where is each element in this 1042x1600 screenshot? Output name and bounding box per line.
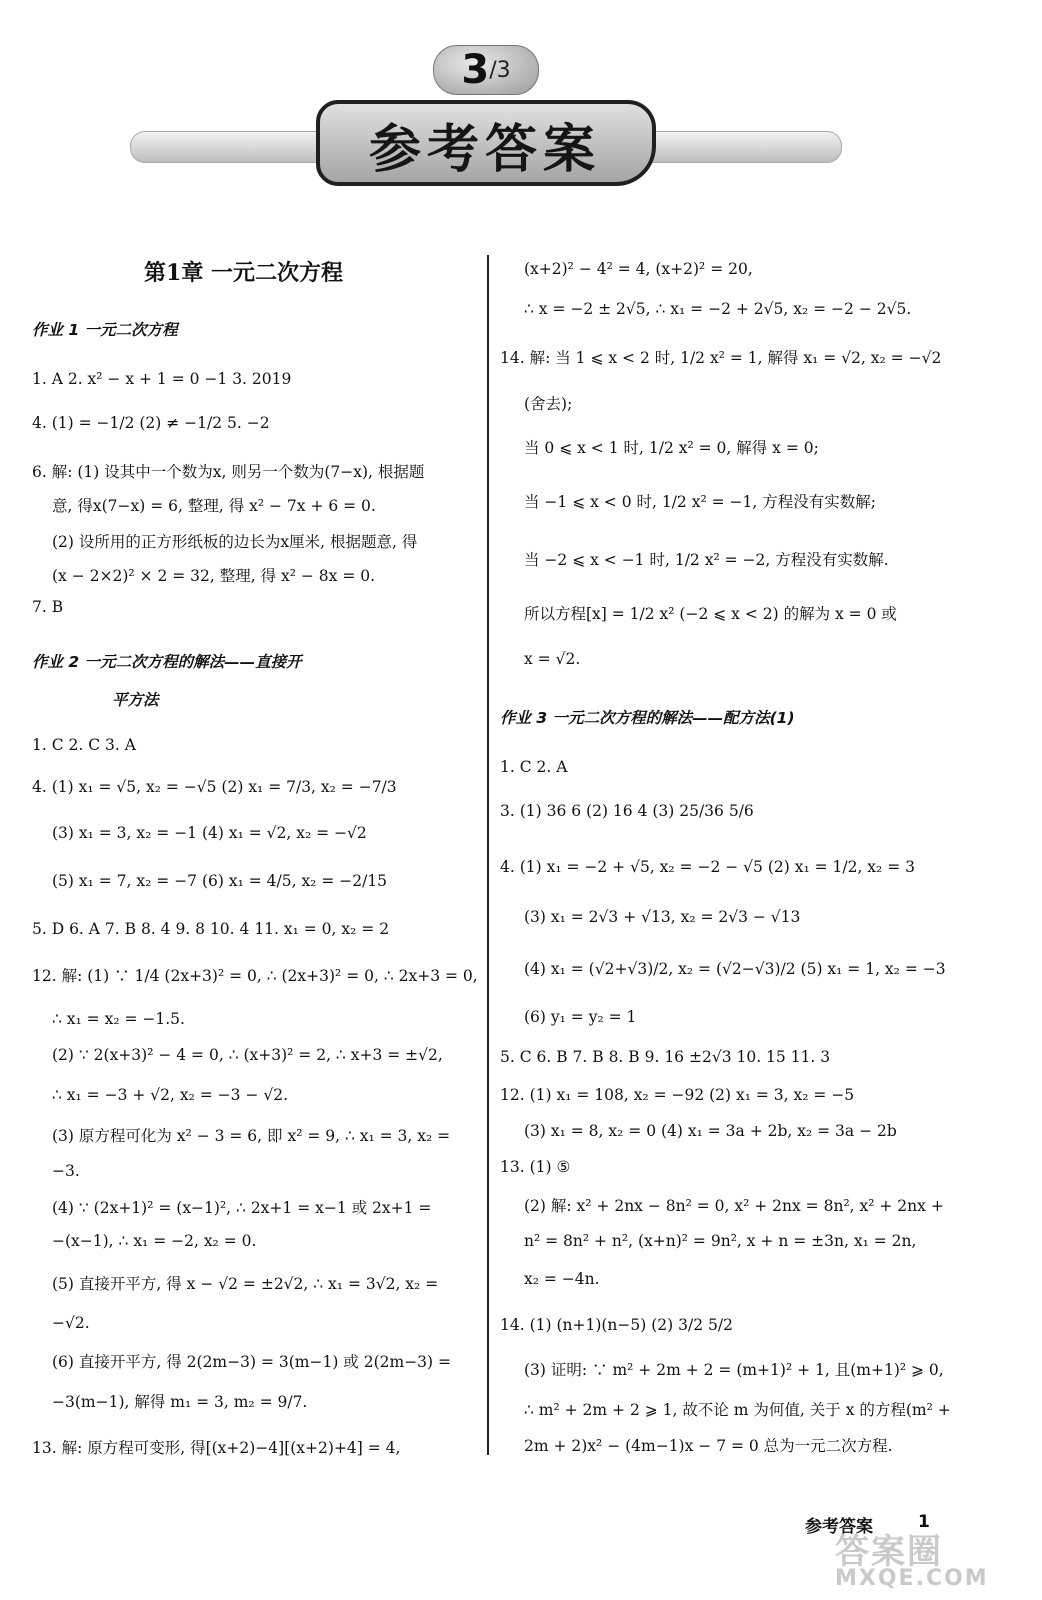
left-answer-line: 4. (1) x₁ = √5, x₂ = −√5 (2) x₁ = 7/3, x₂ = −7/3 [32, 778, 397, 796]
left-answer-line: (5) x₁ = 7, x₂ = −7 (6) x₁ = 4/5, x₂ = −2/15 [52, 872, 388, 890]
left-answer-line: (3) 原方程可化为 x² − 3 = 6, 即 x² = 9, ∴ x₁ = 3, x₂ = [52, 1127, 451, 1145]
right-answer-line: x = √2. [524, 650, 581, 668]
left-answer-line: (6) 直接开平方, 得 2(2m−3) = 3(m−1) 或 2(2m−3) = [52, 1353, 452, 1371]
left-answer-line: 13. 解: 原方程可变形, 得[(x+2)−4][(x+2)+4] = 4, [32, 1439, 401, 1457]
left-answer-line: (2) 设所用的正方形纸板的边长为x厘米, 根据题意, 得 [52, 533, 418, 551]
page-title: 参考答案 [368, 119, 601, 180]
left-answer-line: (x − 2×2)² × 2 = 32, 整理, 得 x² − 8x = 0. [52, 567, 376, 585]
left-answer-line: (3) x₁ = 3, x₂ = −1 (4) x₁ = √2, x₂ = −√2 [52, 824, 367, 842]
right-answer-line: (3) x₁ = 8, x₂ = 0 (4) x₁ = 3a + 2b, x₂ = 3a − 2b [524, 1122, 897, 1140]
footer-label: 参考答案 [805, 1517, 873, 1537]
chapter-title: 第1章 一元二次方程 [144, 260, 343, 286]
right-answer-line: 4. (1) x₁ = −2 + √5, x₂ = −2 − √5 (2) x₁ = 1/2, x₂ = 3 [500, 858, 915, 876]
left-answer-line: ∴ x₁ = x₂ = −1.5. [52, 1010, 185, 1028]
left-answer-line: −3(m−1), 解得 m₁ = 3, m₂ = 9/7. [52, 1393, 308, 1411]
left-answer-line: −(x−1), ∴ x₁ = −2, x₂ = 0. [52, 1232, 257, 1250]
right-answer-line: 当 −2 ⩽ x < −1 时, 1/2 x² = −2, 方程没有实数解. [524, 551, 889, 569]
right-answer-line: n² = 8n² + n², (x+n)² = 9n², x + n = ±3n, x₁ = 2n, [524, 1232, 917, 1250]
right-answer-line: 当 0 ⩽ x < 1 时, 1/2 x² = 0, 解得 x = 0; [524, 439, 819, 457]
right-answer-line: 1. C 2. A [500, 758, 568, 776]
right-answer-line: (4) x₁ = (√2+√3)/2, x₂ = (√2−√3)/2 (5) x₁ = 1, x₂ = −3 [524, 960, 946, 978]
right-answer-line: 14. 解: 当 1 ⩽ x < 2 时, 1/2 x² = 1, 解得 x₁ = √2, x₂ = −√2 [500, 349, 942, 367]
left-answer-line: (4) ∵ (2x+1)² = (x−1)², ∴ 2x+1 = x−1 或 2x+1 = [52, 1199, 432, 1217]
left-answer-line: 意, 得x(7−x) = 6, 整理, 得 x² − 7x + 6 = 0. [52, 497, 376, 515]
left-answer-line: (2) ∵ 2(x+3)² − 4 = 0, ∴ (x+3)² = 2, ∴ x+3 = ±√2, [52, 1046, 443, 1064]
left-answer-line: ∴ x₁ = −3 + √2, x₂ = −3 − √2. [52, 1086, 289, 1104]
left-section-heading: 平方法 [112, 691, 159, 709]
column-divider [487, 255, 489, 1455]
badge-number: 3 [461, 47, 490, 93]
right-answer-line: (6) y₁ = y₂ = 1 [524, 1008, 637, 1026]
left-section-heading: 作业 1 一元二次方程 [32, 321, 178, 339]
right-answer-line: (x+2)² − 4² = 4, (x+2)² = 20, [524, 260, 753, 278]
right-answer-line: ∴ m² + 2m + 2 ⩾ 1, 故不论 m 为何值, 关于 x 的方程(m² + [524, 1401, 951, 1419]
section-number-badge [433, 45, 539, 95]
right-answer-line: (3) x₁ = 2√3 + √13, x₂ = 2√3 − √13 [524, 908, 801, 926]
left-answer-line: 12. 解: (1) ∵ 1/4 (2x+3)² = 0, ∴ (2x+3)² = 0, ∴ 2x+3 = 0, [32, 967, 478, 985]
right-answer-line: 2m + 2)x² − (4m−1)x − 7 = 0 总为一元二次方程. [524, 1437, 893, 1455]
watermark-logo: 答案圈 [835, 1532, 943, 1572]
right-answer-line: ∴ x = −2 ± 2√5, ∴ x₁ = −2 + 2√5, x₂ = −2 − 2√5. [524, 300, 912, 318]
page-number: 1 [918, 1512, 930, 1532]
right-answer-line: 14. (1) (n+1)(n−5) (2) 3/2 5/2 [500, 1316, 733, 1334]
left-answer-line: −√2. [52, 1314, 90, 1332]
left-answer-line: 1. C 2. C 3. A [32, 736, 136, 754]
right-section-heading: 作业 3 一元二次方程的解法——配方法(1) [500, 709, 795, 727]
watermark-url: MXQE.COM [835, 1566, 989, 1591]
left-answer-line: 6. 解: (1) 设其中一个数为x, 则另一个数为(7−x), 根据题 [32, 463, 425, 481]
right-answer-line: (舍去); [524, 395, 573, 413]
right-answer-line: x₂ = −4n. [524, 1270, 600, 1288]
right-answer-line: (3) 证明: ∵ m² + 2m + 2 = (m+1)² + 1, 且(m+1)² ⩾ 0, [524, 1361, 944, 1379]
left-answer-line: 1. A 2. x² − x + 1 = 0 −1 3. 2019 [32, 370, 292, 388]
right-answer-line: 5. C 6. B 7. B 8. B 9. 16 ±2√3 10. 15 11. 3 [500, 1048, 831, 1066]
left-section-heading: 作业 2 一元二次方程的解法——直接开 [32, 653, 302, 671]
right-answer-line: 当 −1 ⩽ x < 0 时, 1/2 x² = −1, 方程没有实数解; [524, 493, 876, 511]
right-answer-line: 12. (1) x₁ = 108, x₂ = −92 (2) x₁ = 3, x₂ = −5 [500, 1086, 855, 1104]
right-answer-line: 3. (1) 36 6 (2) 16 4 (3) 25/36 5/6 [500, 802, 754, 820]
left-answer-line: −3. [52, 1162, 80, 1180]
right-answer-line: (2) 解: x² + 2nx − 8n² = 0, x² + 2nx = 8n², x² + 2nx + [524, 1197, 944, 1215]
right-answer-line: 所以方程[x] = 1/2 x² (−2 ⩽ x < 2) 的解为 x = 0 或 [524, 605, 897, 623]
left-answer-line: 4. (1) = −1/2 (2) ≠ −1/2 5. −2 [32, 414, 270, 432]
badge-total: /3 [489, 57, 511, 83]
left-answer-line: (5) 直接开平方, 得 x − √2 = ±2√2, ∴ x₁ = 3√2, x₂ = [52, 1275, 439, 1293]
left-answer-line: 5. D 6. A 7. B 8. 4 9. 8 10. 4 11. x₁ = 0, x₂ = 2 [32, 920, 390, 938]
left-answer-line: 7. B [32, 598, 64, 616]
right-answer-line: 13. (1) ⑤ [500, 1158, 571, 1176]
